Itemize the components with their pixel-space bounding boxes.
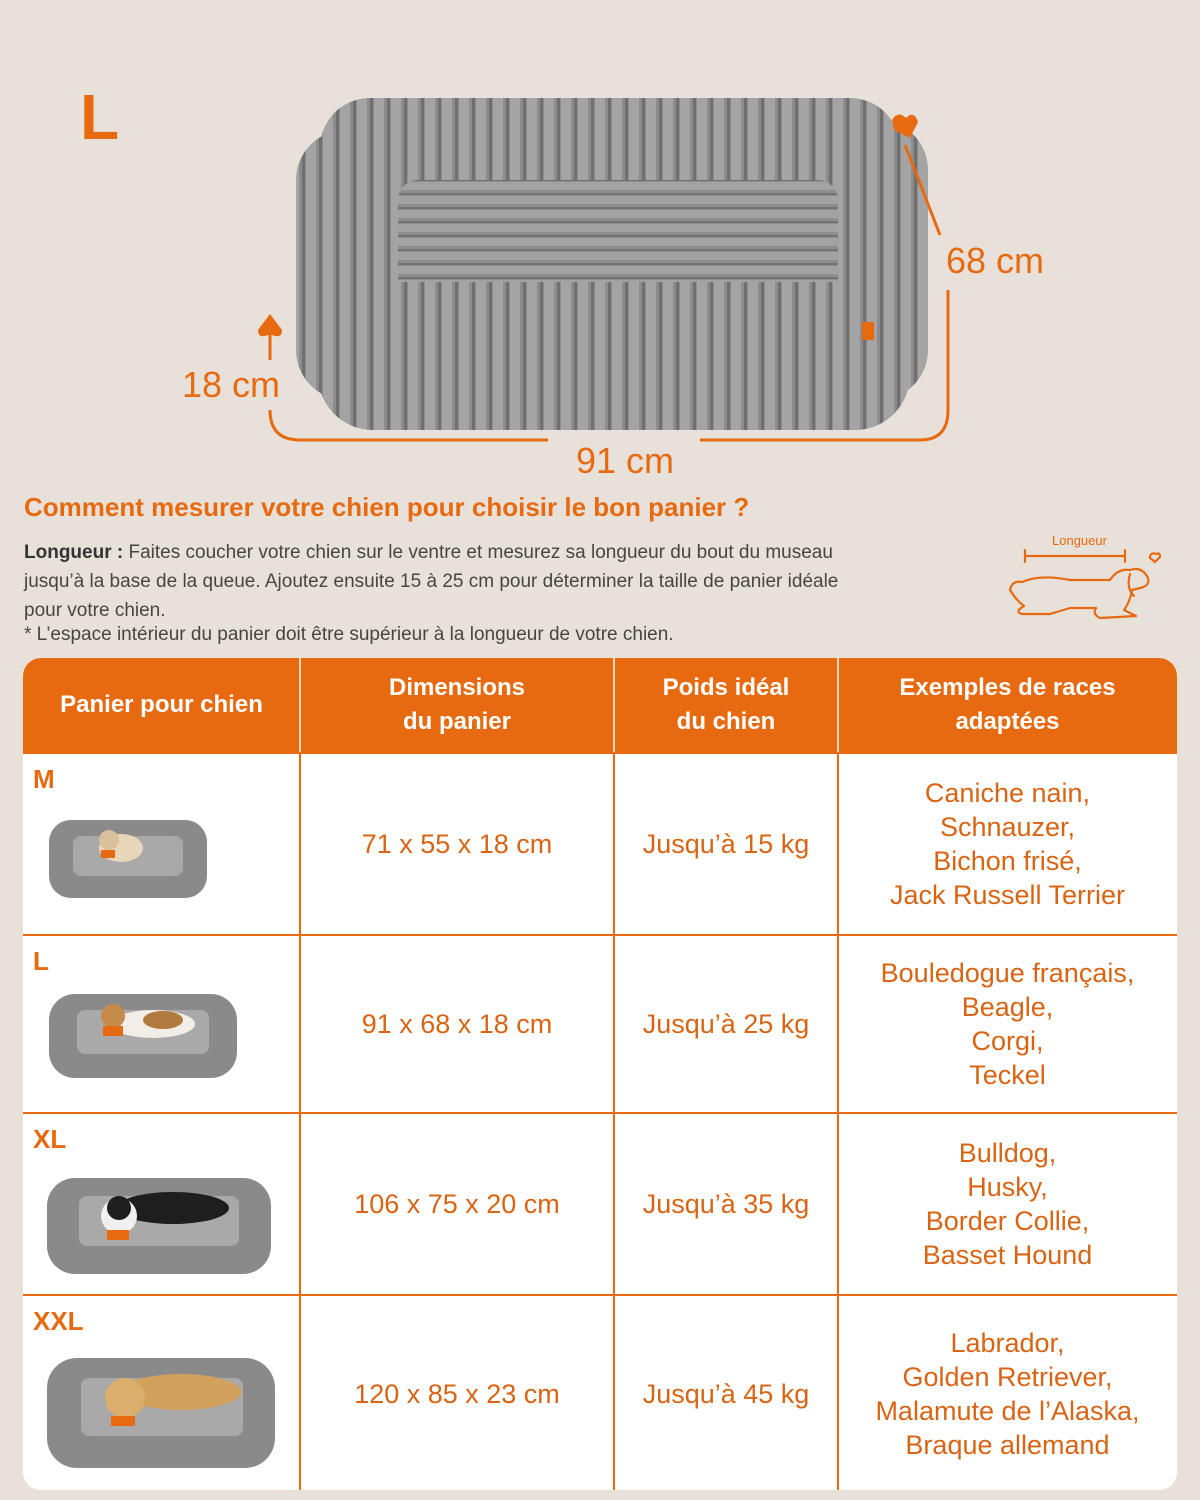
row-dimensions: 71 x 55 x 18 cm xyxy=(361,829,553,859)
dog-bed-thumbnail xyxy=(43,986,243,1086)
row-dimensions: 106 x 75 x 20 cm xyxy=(354,1189,560,1219)
header-bed: Panier pour chien xyxy=(60,691,263,718)
interior-note: * L’espace intérieur du panier doit être supérieur à la longueur de votre chien. xyxy=(24,624,674,645)
row-dimensions: 120 x 85 x 23 cm xyxy=(354,1379,560,1409)
row-size: M xyxy=(33,764,55,794)
header-dimensions: Dimensions du panier xyxy=(388,674,526,735)
table-row xyxy=(23,752,1177,934)
dog-bed-thumbnail xyxy=(41,1350,281,1476)
table-header xyxy=(23,658,1177,752)
row-breeds: Caniche nain, Schnauzer, Bichon frisé, Jack Russell Terrier xyxy=(889,778,1126,910)
hero-section xyxy=(0,0,1200,490)
row-breeds: Bouledogue français, Beagle, Corgi, Teckel xyxy=(880,958,1135,1090)
dog-bed-thumbnail xyxy=(43,814,213,904)
depth-dimension-label: 68 cm xyxy=(946,240,1045,281)
width-dimension-label: 91 cm xyxy=(576,440,675,481)
size-table xyxy=(23,658,1177,1490)
row-size: L xyxy=(33,946,49,976)
header-breeds: Exemples de races adaptées xyxy=(899,674,1116,735)
dog-icon-length-label: Longueur xyxy=(1052,533,1107,548)
hero-size-label: L xyxy=(80,81,120,153)
dog-bed-thumbnail xyxy=(41,1170,277,1282)
howto-text xyxy=(24,538,864,625)
row-weight: Jusqu’à 35 kg xyxy=(642,1189,810,1219)
table-row xyxy=(23,1112,1177,1294)
table-row xyxy=(23,1294,1177,1490)
row-breeds: Bulldog, Husky, Border Collie, Basset Hound xyxy=(922,1138,1093,1270)
row-weight: Jusqu’à 15 kg xyxy=(642,829,810,859)
row-weight: Jusqu’à 45 kg xyxy=(642,1379,810,1409)
row-weight: Jusqu’à 25 kg xyxy=(642,1009,810,1039)
row-size: XL xyxy=(33,1124,67,1154)
row-dimensions: 91 x 68 x 18 cm xyxy=(361,1009,553,1039)
howto-title: Comment mesurer votre chien pour choisir le bon panier ? xyxy=(24,492,750,522)
length-instructions: Faites coucher votre chien sur le ventre et mesurez sa longueur du bout du museau jusqu’à la base de la queue. Ajoutez ensuite 15 à 25 cm pour déterminer la taille de panier idéale pour votre chien. xyxy=(24,542,839,621)
row-size: XXL xyxy=(33,1306,84,1336)
table-row xyxy=(23,934,1177,1112)
height-dimension-label: 18 cm xyxy=(182,364,281,405)
length-term: Longueur : xyxy=(24,542,124,563)
row-breeds: Labrador, Golden Retriever, Malamute de l’Alaska, Braque allemand xyxy=(875,1328,1140,1460)
header-weight: Poids idéal du chien xyxy=(662,674,790,735)
